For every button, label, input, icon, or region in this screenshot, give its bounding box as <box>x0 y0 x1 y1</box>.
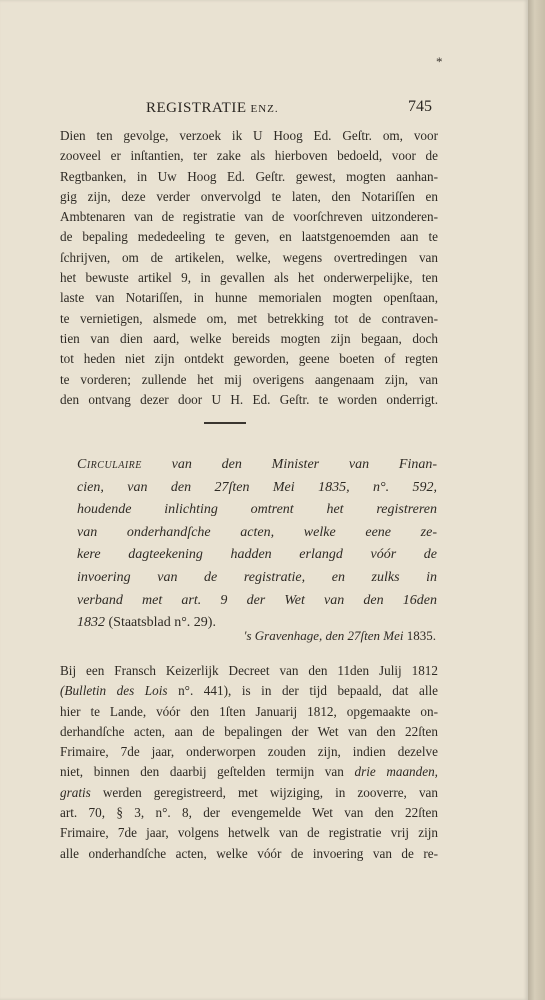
circular-line: invoering van de registratie, en zulks in <box>77 569 437 585</box>
text-line: Regtbanken, in Uw Hoog Ed. Geſtr. gewest, mogten aanhan- <box>60 168 438 184</box>
circular-year: 1832 <box>77 615 105 631</box>
text-line: laste van Notariſſen, in hunne memorialen mogten openſtaan, <box>60 290 438 306</box>
text-line: hier te Lande, vóór den 1ſten Januarij 1812, opgemaakte on- <box>60 703 438 719</box>
text-line: gig zijn, deze verder onvervolgd te laten, den Notariſſen en <box>60 188 438 204</box>
dateline <box>60 628 436 644</box>
text-line <box>60 762 438 782</box>
dateline-place-date: 's Gravenhage, den 27ſten Mei <box>243 628 404 643</box>
running-head-title: REGISTRATIE <box>146 100 247 116</box>
text-line: Bij een Fransch Keizerlijk Decreet van den 11den Julij 1812 <box>60 663 438 678</box>
text-line: Frimaire, 7de jaar, volgens hetwelk van de registratie vrij zijn <box>60 825 438 841</box>
text-line: te vernietigen, alsmede om, met betrekking tot de contraven- <box>60 310 438 326</box>
text-line: art. 70, § 3, n°. 8, der evengemelde Wet van den 22ſten <box>60 805 438 821</box>
text-line: Dien ten gevolge, verzoek ik U Hoog Ed. Geſtr. om, voor <box>60 128 438 143</box>
section-divider <box>204 422 246 424</box>
text-line: de bepaling mededeeling te geven, en laatstgenoemden aan te <box>60 229 438 245</box>
text-line <box>60 783 438 803</box>
circular-heading <box>77 454 437 635</box>
page-number: 745 <box>408 98 432 115</box>
text-line: alle onderhandſche acten, welke vóór de invoering van de re- <box>60 845 438 861</box>
page-edge <box>528 0 545 1000</box>
text-line: den ontvang dezer door U H. Ed. Geſtr. te worden onderrigt. <box>60 391 438 407</box>
text-line: derhandſche acten, aan de bepalingen der Wet van den 22ſten <box>60 723 438 739</box>
corner-mark: * <box>436 54 443 69</box>
text-line: zooveel er inſtantien, ter zake als hierboven bedoeld, voor de <box>60 148 438 164</box>
text-line: tot heden niet zijn ontdekt geworden, geene boeten of regten <box>60 351 438 367</box>
italic-gratis: gratis <box>60 784 91 800</box>
circular-staatsblad: (Staatsblad n°. 29). <box>105 615 216 631</box>
text-line: Ambtenaren van de registratie van de voorſchreven uitzonderen- <box>60 209 438 225</box>
text-span: niet, binnen den daarbij geſtelden termijn van <box>60 764 344 780</box>
italic-phrase: drie maanden, <box>343 764 438 780</box>
text-line: tien van dien aard, welke bereids mogten zijn begaan, doch <box>60 330 438 346</box>
text-line <box>60 681 438 701</box>
text-line: ſchrijven, om de artikelen, welke, wegens overtredingen van <box>60 249 438 265</box>
paragraph-1 <box>60 126 438 410</box>
running-head-suffix: ENZ. <box>250 103 279 115</box>
dateline-year: 1835. <box>403 628 436 643</box>
circular-line: verband met art. 9 der Wet van den 16den <box>77 592 437 608</box>
text-span: n°. 441), is in der tijd bepaald, dat alle <box>167 683 439 699</box>
italic-citation: (Bulletin des Lois <box>60 683 168 699</box>
circular-line <box>77 454 437 477</box>
circular-line: cien, van den 27ſten Mei 1835, n°. 592, <box>77 479 437 495</box>
text-line: te vorderen; zullende het mij overigens aangenaam zijn, van <box>60 371 438 387</box>
paragraph-2 <box>60 661 438 864</box>
circular-text: van den Minister van Finan- <box>141 457 437 472</box>
circular-line: van onderhandſche acten, welke eene ze- <box>77 524 437 540</box>
circular-line: kere dagteekening hadden erlangd vóór de <box>77 547 437 563</box>
circular-label: Circulaire <box>77 457 142 472</box>
text-line: het bewuste artikel 9, in gevallen als het onderwerpelijke, ten <box>60 270 438 286</box>
text-line: Frimaire, 7de jaar, onderworpen zouden zijn, indien dezelve <box>60 744 438 760</box>
text-span: werden geregistreerd, met wijziging, in zooverre, van <box>90 784 438 800</box>
circular-line: houdende inlichting omtrent het registreren <box>77 502 437 518</box>
